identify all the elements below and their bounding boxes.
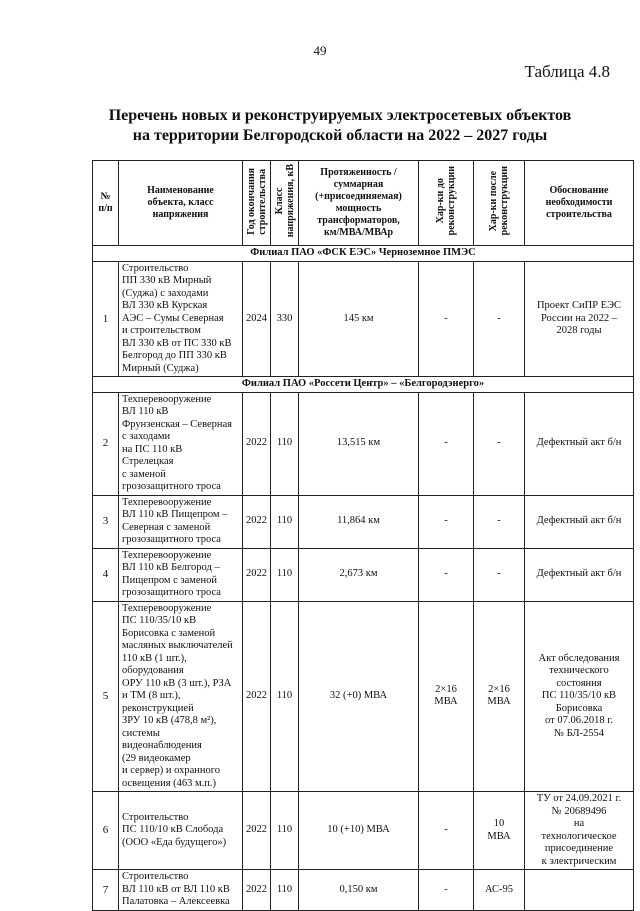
table-row [93,495,634,548]
cell-num: 6 [93,792,119,870]
header-voltage [271,161,299,246]
title-line-1: Перечень новых и реконструируемых электросетевых объектов [108,107,572,124]
section-row [93,377,634,393]
cell-num: 4 [93,548,119,601]
header-reason: Обоснование необходимости строительства [525,161,634,246]
header-year [243,161,271,246]
cell-num: 3 [93,495,119,548]
cell-length: 2,673 км [299,548,419,601]
cell-year: 2022 [243,601,271,792]
cell-reason: Акт обследования технического состояния ПС 110/35/10 кВ Борисовка от 07.06.2018 г. № БЛ-2554 [525,601,634,792]
header-before-text: Хар-ки до реконструкции [435,166,457,236]
cell-num: 1 [93,261,119,377]
cell-num: 2 [93,392,119,495]
cell-before: - [419,261,474,377]
document-title [60,106,620,146]
table-row [93,870,634,911]
section-title: Филиал ПАО «Россети Центр» – «Белгородэнерго» [93,377,634,393]
cell-num: 7 [93,870,119,911]
cell-reason: Дефектный акт б/н [525,392,634,495]
cell-before: - [419,792,474,870]
header-length: Протяженность / суммарная (+присоединяемая) мощность трансформаторов, км/МВА/МВАр [299,161,419,246]
cell-year: 2022 [243,792,271,870]
cell-before: - [419,870,474,911]
table-row [93,261,634,377]
header-year-text: Год окончания строительства [245,167,268,235]
cell-year: 2024 [243,261,271,377]
cell-reason: Дефектный акт б/н [525,495,634,548]
cell-name: Техперевооружение ПС 110/35/10 кВ Борисовка с заменой масляных выключателей 110 кВ (1 шт.), оборудования ОРУ 110 кВ (3 шт.), РЗА и ТМ (8 шт.), реконструкцией ЗРУ 10 кВ (478,8 м²), системы видеонаблюдения (29 видеокамер и сервер) и охранного освещения (463 м.п.) [119,601,243,792]
cell-voltage: 330 [271,261,299,377]
cell-after: АС-95 [474,870,525,911]
cell-name: Строительство ВЛ 110 кВ от ВЛ 110 кВ Палатовка – Алексеевка [119,870,243,911]
cell-voltage: 110 [271,870,299,911]
cell-before: - [419,495,474,548]
header-before [419,161,474,246]
cell-length: 10 (+10) МВА [299,792,419,870]
cell-after: - [474,261,525,377]
cell-length: 11,864 км [299,495,419,548]
page-number: 49 [313,43,327,58]
header-voltage-text: Класс напряжения, кВ [273,164,296,238]
header-after-text: Хар-ки после реконструкции [488,166,510,236]
table-row [93,792,634,870]
section-row [93,246,634,262]
cell-year: 2022 [243,548,271,601]
header-after [474,161,525,246]
cell-reason: Дефектный акт б/н [525,548,634,601]
header-name: Наименование объекта, класс напряжения [119,161,243,246]
cell-voltage: 110 [271,392,299,495]
cell-num: 5 [93,601,119,792]
cell-reason: Проект СиПР ЕЭС России на 2022 – 2028 годы [525,261,634,377]
header-row [93,161,634,246]
table-row [93,548,634,601]
cell-name: Техперевооружение ВЛ 110 кВ Пищепром – Северная с заменой грозозащитного троса [119,495,243,548]
table-row [93,601,634,792]
cell-before: 2×16 МВА [419,601,474,792]
cell-reason: ТУ от 24.09.2021 г. № 20689496 на технологическое присоединение к электрическим [525,792,634,870]
cell-before: - [419,548,474,601]
title-line-2: на территории Белгородской области на 2022 – 2027 годы [132,127,548,144]
section-title: Филиал ПАО «ФСК ЕЭС» Черноземное ПМЭС [93,246,634,262]
cell-after: - [474,392,525,495]
cell-voltage: 110 [271,548,299,601]
header-num: № п/п [93,161,119,246]
cell-length: 145 км [299,261,419,377]
cell-year: 2022 [243,495,271,548]
cell-length: 13,515 км [299,392,419,495]
cell-name: Строительство ПП 330 кВ Мирный (Суджа) с заходами ВЛ 330 кВ Курская АЭС – Сумы Северная и строительством ВЛ 330 кВ от ПС 330 кВ Белгород до ПП 330 кВ Мирный (Суджа) [119,261,243,377]
cell-reason [525,870,634,911]
cell-name: Техперевооружение ВЛ 110 кВ Белгород – Пищепром с заменой грозозащитного троса [119,548,243,601]
cell-after: 10 МВА [474,792,525,870]
cell-name: Техперевооружение ВЛ 110 кВ Фрунзенская – Северная с заходами на ПС 110 кВ Стрелецкая с заменой грозозащитного троса [119,392,243,495]
cell-length: 32 (+0) МВА [299,601,419,792]
cell-voltage: 110 [271,601,299,792]
cell-name: Строительство ПС 110/10 кВ Слобода (ООО «Еда будущего») [119,792,243,870]
cell-voltage: 110 [271,495,299,548]
cell-voltage: 110 [271,792,299,870]
cell-after: - [474,548,525,601]
table-row [93,392,634,495]
cell-length: 0,150 км [299,870,419,911]
cell-before: - [419,392,474,495]
cell-year: 2022 [243,392,271,495]
cell-after: - [474,495,525,548]
cell-after: 2×16 МВА [474,601,525,792]
cell-year: 2022 [243,870,271,911]
table-label: Таблица 4.8 [524,62,610,81]
objects-table [92,160,634,911]
